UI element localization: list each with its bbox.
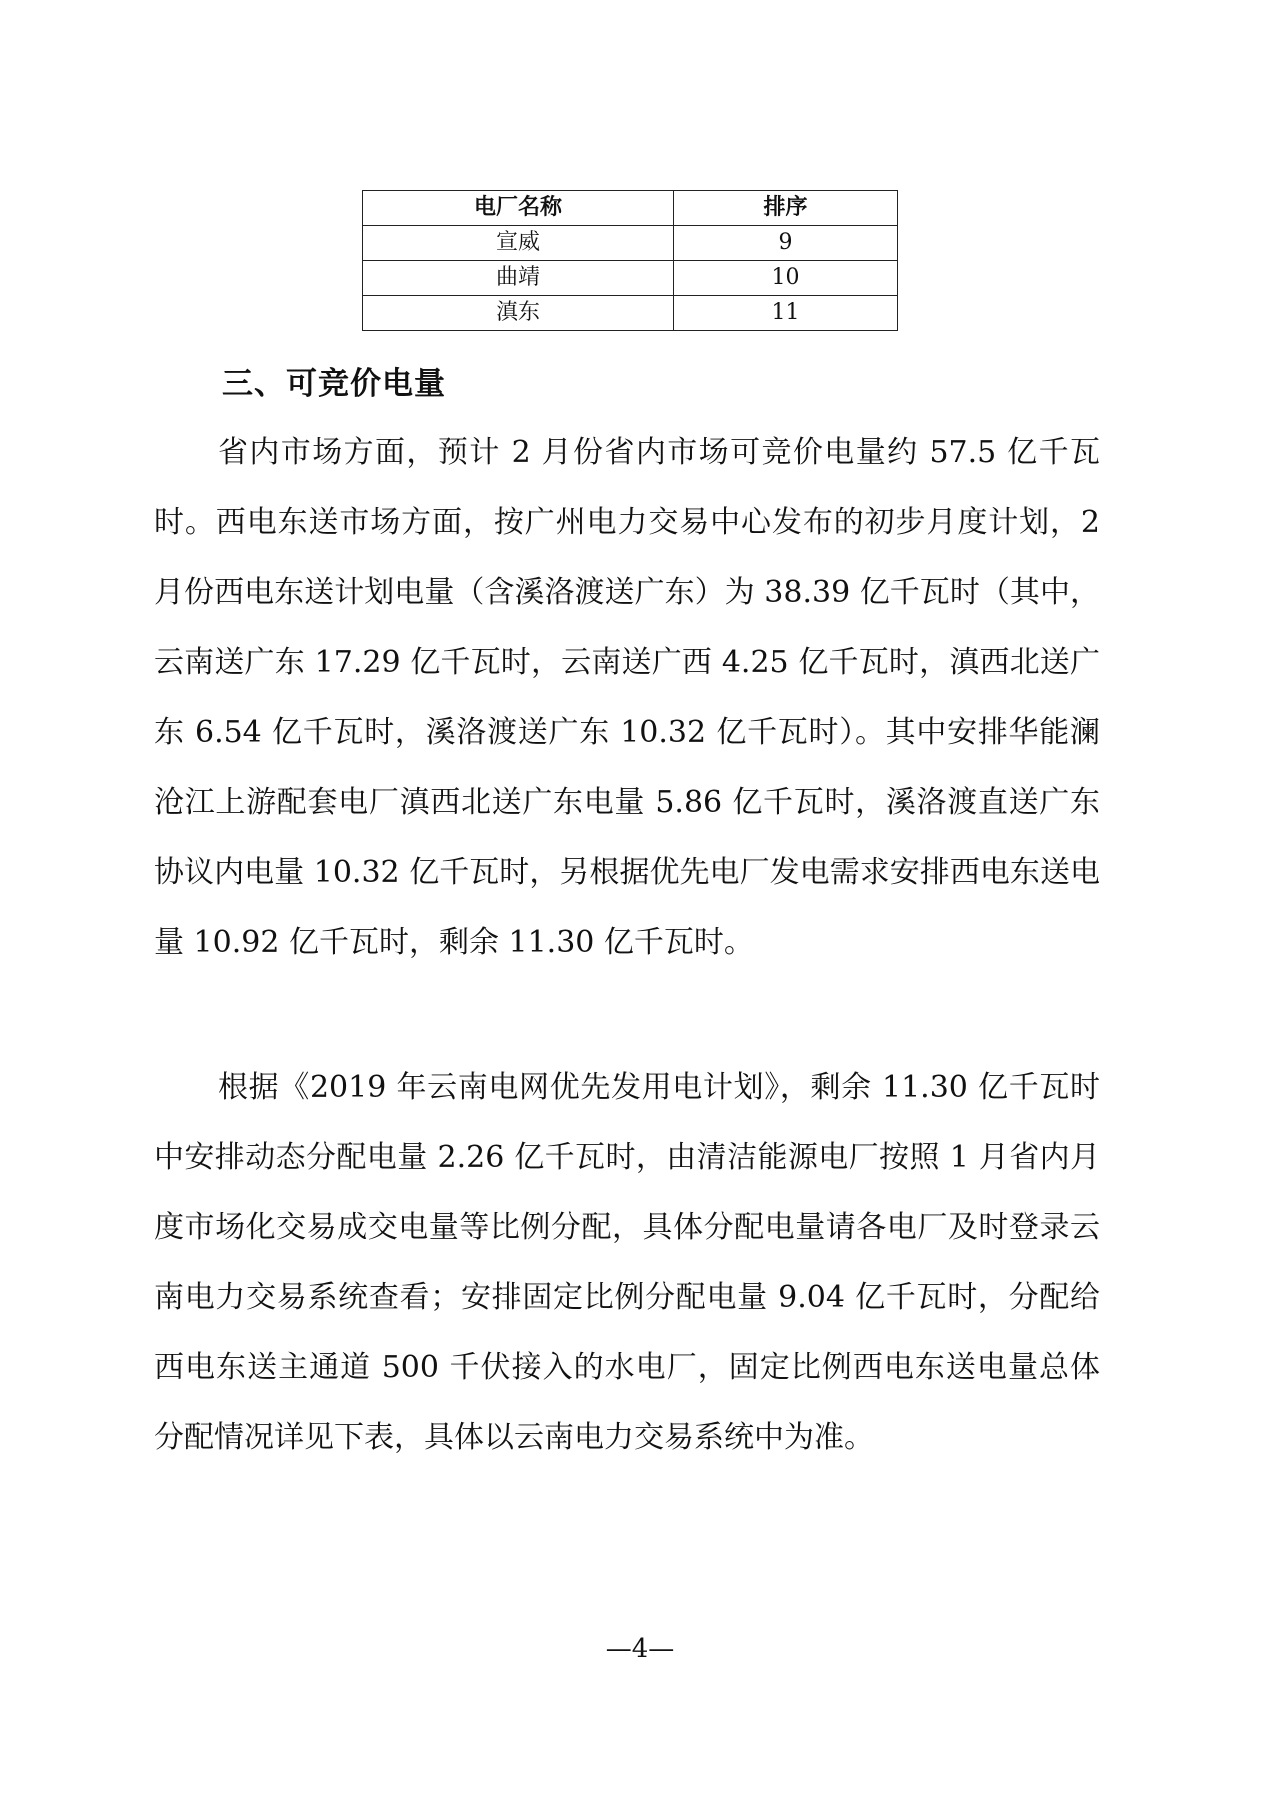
body-paragraph: 根据《2019 年云南电网优先发用电计划》，剩余 11.30 亿千瓦时中安排动态分配电量 2.26 亿千瓦时，由清洁能源电厂按照 1 月省内月度市场化交易成交电量等比例分配，具体分配电量请各电厂及时登录云南电力交易系统查看；安排固定比例分配电量 9.04 亿千瓦时，分配给西电东送主通道 500 千伏接入的水电厂，固定比例西电东送电量总体分配情况详见下表，具体以云南电力交易系统中为准。 (154, 1070, 1100, 1455)
power-plant-ranking-table (362, 190, 898, 331)
column-header-rank: 排序 (674, 191, 898, 226)
plant-name-cell: 滇东 (363, 296, 674, 331)
section-heading: 三、可竞价电量 (222, 366, 446, 402)
table-row (363, 296, 898, 331)
page-number: —4— (605, 1634, 675, 1664)
body-paragraph: 省内市场方面，预计 2 月份省内市场可竞价电量约 57.5 亿千瓦时。西电东送市场方面，按广州电力交易中心发布的初步月度计划，2 月份西电东送计划电量（含溪洛渡送广东）为 38.39 亿千瓦时（其中，云南送广东 17.29 亿千瓦时，云南送广西 4.25 亿千瓦时，滇西北送广东 6.54 亿千瓦时，溪洛渡送广东 10.32 亿千瓦时）。其中安排华能澜沧江上游配套电厂滇西北送广东电量 5.86 亿千瓦时，溪洛渡直送广东协议内电量 10.32 亿千瓦时，另根据优先电厂发电需求安排西电东送电量 10.92 亿千瓦时，剩余 11.30 亿千瓦时。 (154, 435, 1100, 960)
plant-name-cell: 宣威 (363, 226, 674, 261)
column-header-plant-name: 电厂名称 (363, 191, 674, 226)
rank-cell: 10 (674, 261, 898, 296)
table-row (363, 226, 898, 261)
rank-cell: 11 (674, 296, 898, 331)
table-header-row (363, 191, 898, 226)
plant-name-cell: 曲靖 (363, 261, 674, 296)
rank-cell: 9 (674, 226, 898, 261)
table-row (363, 261, 898, 296)
